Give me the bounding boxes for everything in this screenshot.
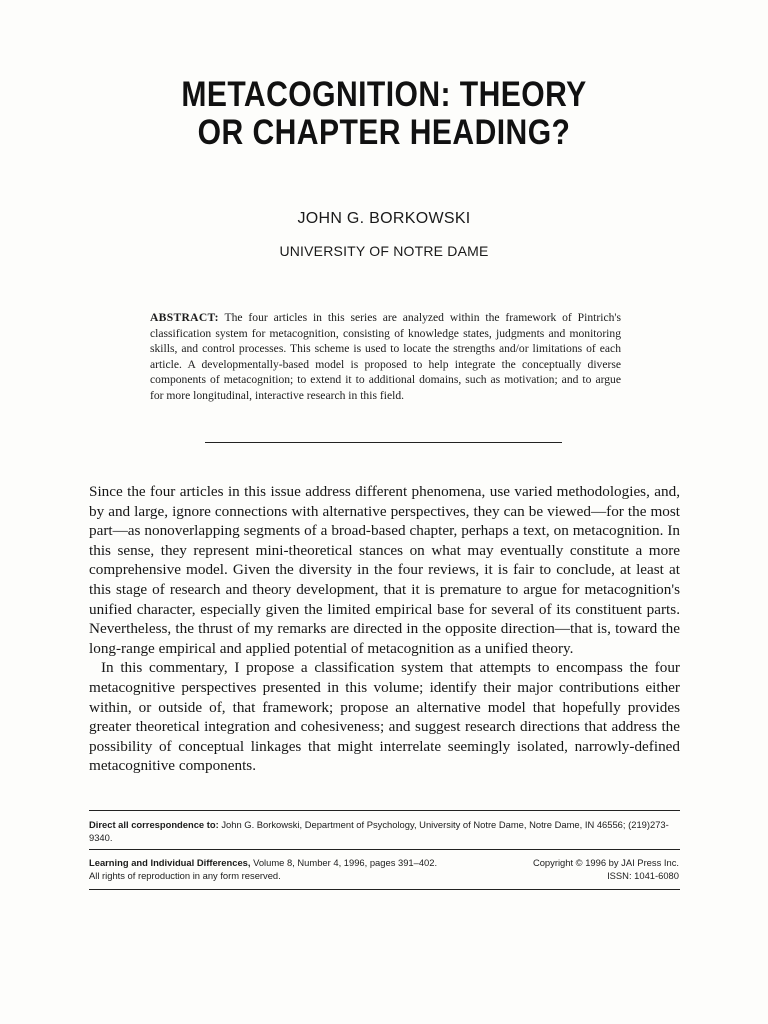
copyright-info [533, 856, 679, 882]
correspondence-note [89, 818, 680, 844]
correspondence-label: Direct all correspondence to: [89, 819, 219, 830]
footer-rule-top [89, 810, 680, 811]
title-line-1: METACOGNITION: THEORY [181, 75, 587, 114]
correspondence-text: John G. Borkowski, Department of Psychology, University of Notre Dame, Notre Dame, IN 46556; (219)273-9340. [89, 819, 669, 843]
journal-name: Learning and Individual Differences, [89, 857, 251, 868]
abstract [150, 310, 621, 404]
author-affiliation: UNIVERSITY OF NOTRE DAME [279, 243, 489, 259]
abstract-text: The four articles in this series are analyzed within the framework of Pintrich's classification system for metacognition, consisting of knowledge states, judgments and monitoring skills, and control processes. This scheme is used to locate the strengths and/or limitations of each article. A developmentally-based model is proposed to help integrate the conceptually diverse components of metacognition; to extend it to additional domains, such as motivation; and to argue for more longitudinal, interactive research in this field. [150, 311, 621, 402]
body-paragraph-2: In this commentary, I propose a classification system that attempts to encompass the four metacognitive perspectives presented in this volume; identify their major contributions either within, or outside of, that framework; propose an alternative model that hopefully provides greater theoretical integration and cohesiveness; and suggest research directions that address the possibility of conceptual linkages that might interrelate seemingly isolated, narrowly-defined metacognitive components. [89, 659, 680, 775]
issn: ISSN: 1041-6080 [607, 870, 679, 881]
title-line-2: OR CHAPTER HEADING? [197, 113, 571, 152]
body-text [89, 482, 680, 776]
article-title [126, 76, 642, 152]
journal-volume: Volume 8, Number 4, 1996, pages 391–402. [253, 857, 438, 868]
abstract-divider [205, 442, 562, 443]
copyright-notice: Copyright © 1996 by JAI Press Inc. [532, 857, 679, 868]
body-paragraph-1: Since the four articles in this issue address different phenomena, use varied methodologies, and, by and large, ignore connections with alternative perspectives, they can be viewed—for the most part—as nonoverlapping segments of a broad-based chapter, perhaps a text, on metacognition. In this sense, they represent mini-theoretical stances on what may eventually constitute a more comprehensive model. Given the diversity in the four reviews, it is fair to conclude, at least at this stage of research and theory development, that it is premature to argue for metacognition's unified character, especially given the limited empirical base for several of its constituent parts. Nevertheless, the thrust of my remarks are directed in the opposite direction—that is, toward the long-range empirical and applied potential of metacognition as a unified theory. [89, 483, 680, 657]
journal-info [89, 856, 437, 882]
footer-rule-middle [89, 849, 680, 850]
author-name: JOHN G. BORKOWSKI [297, 210, 471, 227]
rights-notice: All rights of reproduction in any form reserved. [89, 870, 281, 881]
footer-rule-bottom [89, 889, 680, 890]
abstract-label: ABSTRACT: [150, 311, 219, 324]
